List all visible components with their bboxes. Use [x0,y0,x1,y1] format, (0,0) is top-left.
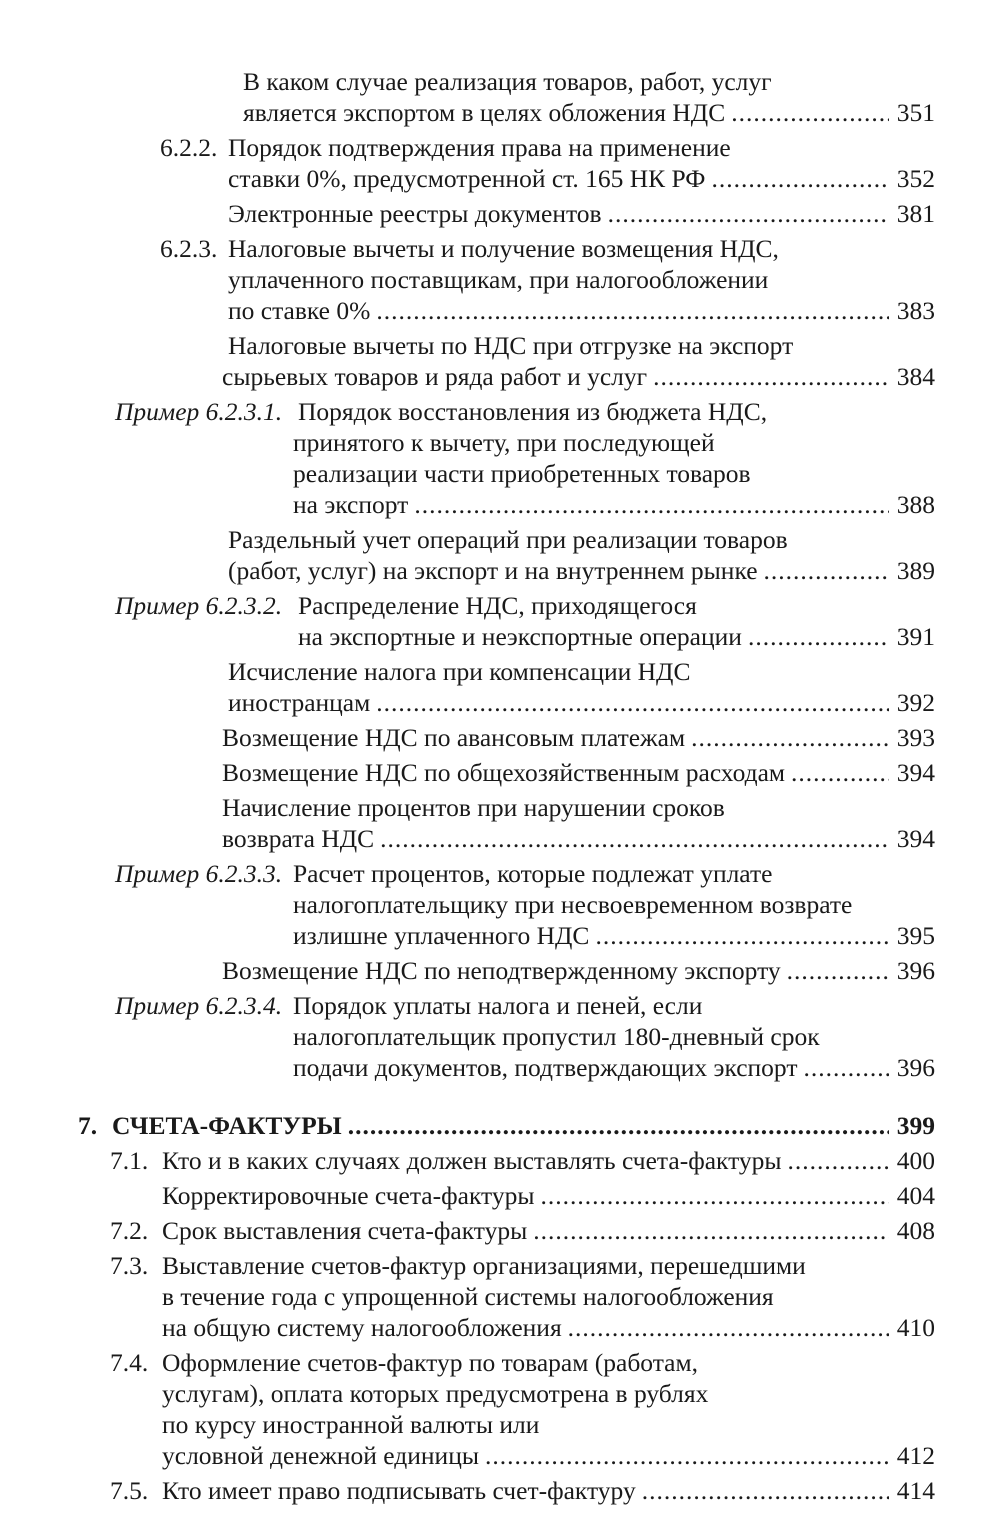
toc-entry-number: Пример 6.2.3.2. [115,591,283,620]
section-gap [0,1087,1000,1110]
toc-entry-title-line: Порядок восстановления из бюджета НДС, [298,397,768,426]
toc-entry-title-line: иностранцам [228,688,371,717]
toc-entry-number: 7.3. [110,1251,149,1280]
toc-entry-number: Пример 6.2.3.4. [115,991,283,1020]
dot-leader [533,1215,889,1246]
table-of-contents [0,66,1000,1510]
toc-entry-page: 396 [896,956,935,985]
toc-entry-title-line: Срок выставления счета-фактуры [162,1216,528,1245]
dot-leader [608,198,889,229]
toc-entry [0,233,1000,326]
toc-entry [0,1180,1000,1211]
toc-entry-title-line: СЧЕТА-ФАКТУРЫ [112,1111,342,1140]
toc-entry-page: 404 [896,1181,935,1210]
toc-entry-title-line: является экспортом в целях обложения НДС [243,98,726,127]
toc-entry-title-line: Возмещение НДС по общехозяйственным расходам [222,758,786,787]
toc-entry-number: 7.5. [110,1476,149,1505]
toc-entry [0,656,1000,718]
toc-entry-title-line: принятого к вычету, при последующей [293,428,715,457]
toc-entry [0,792,1000,854]
toc-entry-number: 7.4. [110,1348,149,1377]
toc-entry-page: 394 [896,758,935,787]
toc-entry-number: 7.2. [110,1216,149,1245]
toc-entry [0,1250,1000,1343]
toc-entry-title-line: Оформление счетов-фактур по товарам (работам, [162,1348,698,1377]
toc-entry-page: 391 [896,622,935,651]
toc-entry [0,396,1000,520]
dot-leader [711,163,889,194]
toc-entry-page: 400 [896,1146,935,1175]
toc-entry-title-line: услугам), оплата которых предусмотрена в рублях [162,1379,709,1408]
toc-entry-page: 392 [896,688,935,717]
toc-entry-page: 410 [896,1313,935,1342]
toc-entry [0,955,1000,986]
toc-entry-page: 381 [896,199,935,228]
toc-entry-page: 414 [896,1476,935,1505]
toc-entry-title-line: Порядок подтверждения права на применение [228,133,731,162]
toc-entry-number: 6.2.2. [160,133,218,162]
toc-entry-title-line: Кто имеет право подписывать счет-фактуру [162,1476,636,1505]
dot-leader [485,1440,889,1471]
toc-entry-title-line: Начисление процентов при нарушении сроков [222,793,725,822]
toc-entry-title-line: налогоплательщику при несвоевременном возврате [293,890,853,919]
toc-entry-title-line: ставки 0%, предусмотренной ст. 165 НК РФ [228,164,706,193]
dot-leader [376,295,889,326]
toc-entry [0,757,1000,788]
toc-entry-title-line: Электронные реестры документов [228,199,602,228]
toc-entry-number: Пример 6.2.3.1. [115,397,283,426]
toc-entry [0,990,1000,1083]
toc-entry-page: 351 [896,98,935,127]
toc-entry-page: 408 [896,1216,935,1245]
toc-entry [0,1475,1000,1506]
dot-leader [653,361,889,392]
toc-entry-title-line: на общую систему налогообложения [162,1313,562,1342]
toc-entry [0,1110,1000,1141]
toc-entry-number: 6.2.3. [160,234,218,263]
toc-entry-title-line: Выставление счетов-фактур организациями, перешедшими [162,1251,806,1280]
toc-entry-title-line: Возмещение НДС по авансовым платежам [222,723,686,752]
toc-entry-title-line: налогоплательщик пропустил 180-дневный срок [293,1022,820,1051]
toc-entry-page: 395 [896,921,935,950]
dot-leader [803,1052,889,1083]
toc-entry-title-line: сырьевых товаров и ряда работ и услуг [222,362,648,391]
dot-leader [787,955,889,986]
dot-leader [540,1180,889,1211]
toc-entry-page: 396 [896,1053,935,1082]
toc-entry [0,590,1000,652]
dot-leader [595,920,889,951]
toc-entry-page: 383 [896,296,935,325]
toc-entry [0,66,1000,128]
toc-entry-title-line: В каком случае реализация товаров, работ, услуг [243,67,772,96]
toc-entry-title-line: по ставке 0% [228,296,371,325]
toc-entry-title-line: Раздельный учет операций при реализации товаров [228,525,788,554]
toc-entry-title-line: Налоговые вычеты по НДС при отгрузке на экспорт [228,331,794,360]
toc-entry [0,1215,1000,1246]
dot-leader [691,722,889,753]
toc-entry-title-line: реализации части приобретенных товаров [293,459,751,488]
toc-entry-number: Пример 6.2.3.3. [115,859,283,888]
toc-entry-title-line: излишне уплаченного НДС [293,921,590,950]
toc-entry [0,858,1000,951]
toc-entry-title-line: Возмещение НДС по неподтвержденному экспорту [222,956,781,985]
toc-entry-page: 389 [896,556,935,585]
toc-entry-title-line: на экспортные и неэкспортные операции [298,622,742,651]
toc-entry-title-line: Налоговые вычеты и получение возмещения НДС, [228,234,779,263]
dot-leader [764,555,889,586]
dot-leader [414,489,889,520]
dot-leader [642,1475,889,1506]
dot-leader [788,1145,889,1176]
dot-leader [731,97,889,128]
dot-leader [376,687,889,718]
toc-entry-page: 399 [896,1111,935,1140]
dot-leader [791,757,889,788]
toc-entry [0,1347,1000,1471]
toc-entry [0,1145,1000,1176]
toc-entry-page: 393 [896,723,935,752]
toc-entry [0,198,1000,229]
toc-entry-page: 384 [896,362,935,391]
toc-entry-title-line: по курсу иностранной валюты или [162,1410,540,1439]
toc-entry-title-line: уплаченного поставщикам, при налогообложении [228,265,769,294]
toc-entry-title-line: на экспорт [293,490,409,519]
dot-leader [380,823,889,854]
toc-entry-title-line: условной денежной единицы [162,1441,479,1470]
toc-entry-page: 412 [896,1441,935,1470]
dot-leader [348,1110,889,1141]
toc-entry [0,722,1000,753]
toc-entry-number: 7.1. [110,1146,149,1175]
toc-entry [0,524,1000,586]
toc-entry-title-line: Кто и в каких случаях должен выставлять счета-фактуры [162,1146,782,1175]
toc-entry-title-line: возврата НДС [222,824,375,853]
toc-entry [0,330,1000,392]
dot-leader [568,1312,889,1343]
toc-entry-title-line: Корректировочные счета-фактуры [162,1181,535,1210]
toc-entry-title-line: в течение года с упрощенной системы налогообложения [162,1282,774,1311]
toc-entry-number: 7. [78,1111,98,1140]
toc-entry [0,132,1000,194]
toc-entry-title-line: (работ, услуг) на экспорт и на внутреннем рынке [228,556,758,585]
toc-entry-title-line: Порядок уплаты налога и пеней, если [293,991,703,1020]
toc-entry-title-line: подачи документов, подтверждающих экспорт [293,1053,798,1082]
toc-entry-title-line: Расчет процентов, которые подлежат уплате [293,859,773,888]
toc-entry-page: 394 [896,824,935,853]
toc-entry-page: 388 [896,490,935,519]
toc-entry-title-line: Исчисление налога при компенсации НДС [228,657,691,686]
dot-leader [748,621,889,652]
toc-entry-page: 352 [896,164,935,193]
toc-entry-title-line: Распределение НДС, приходящегося [298,591,697,620]
